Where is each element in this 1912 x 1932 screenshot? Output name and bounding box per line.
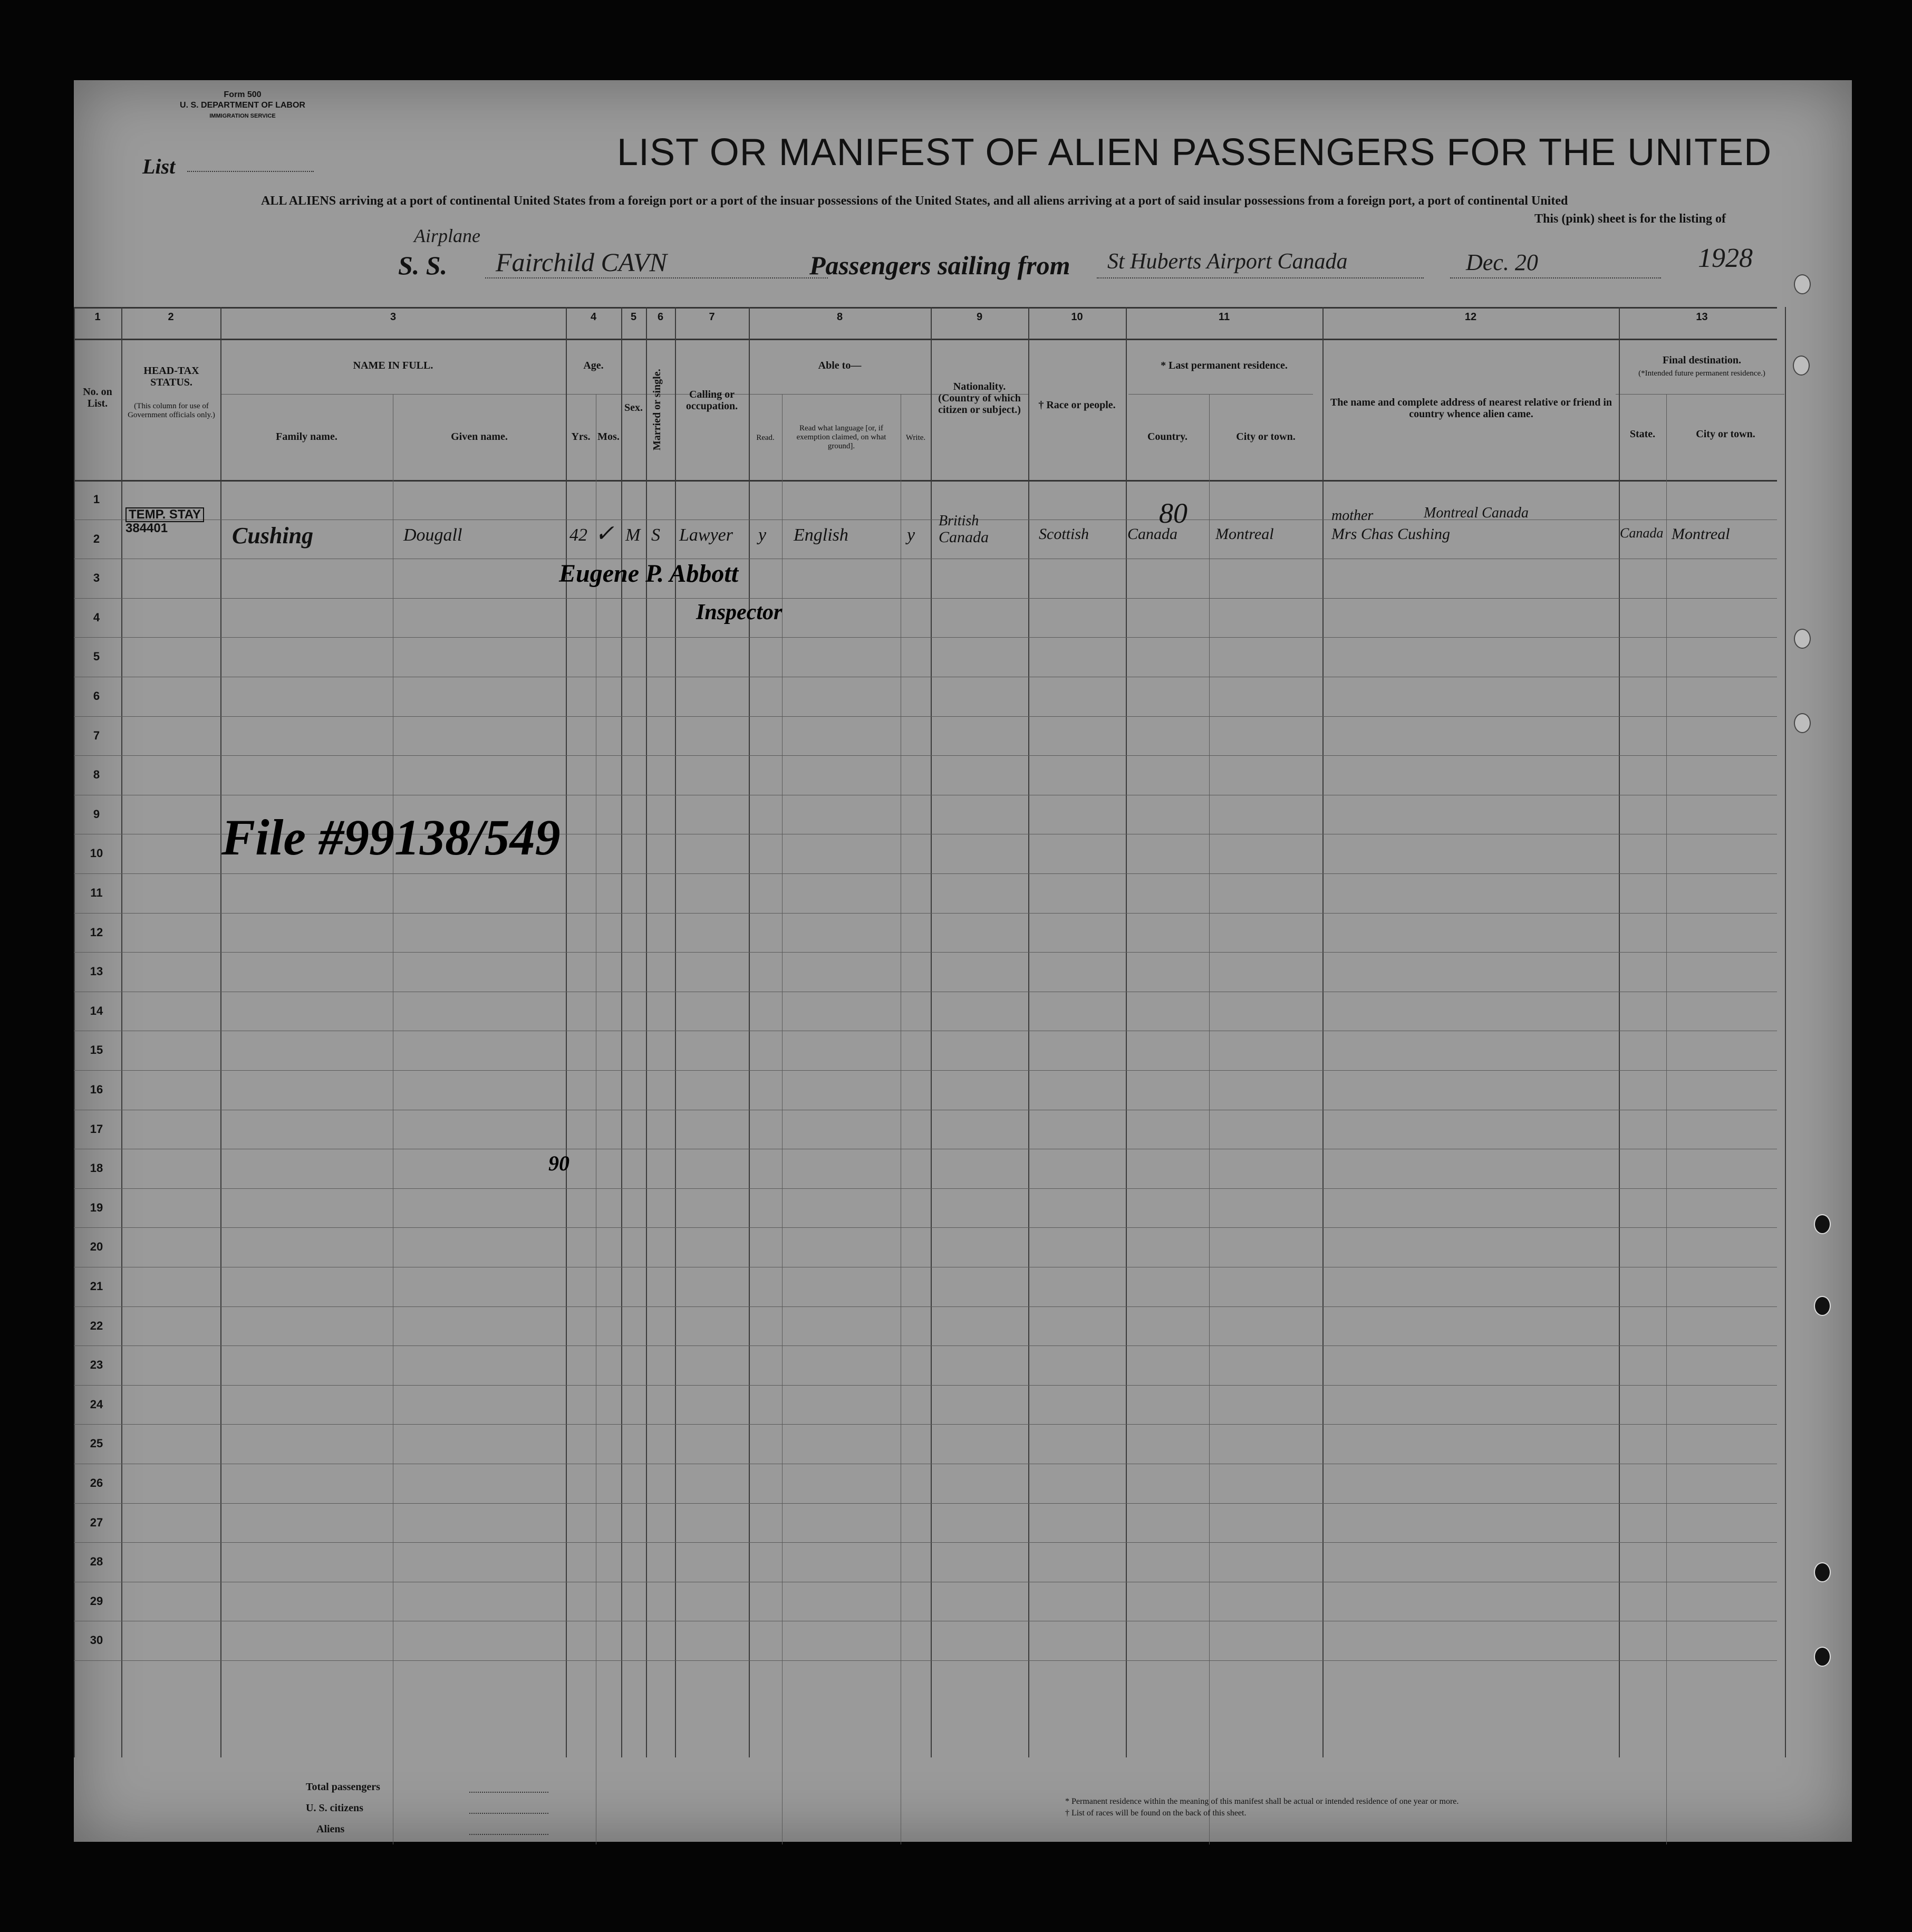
relative-line-1: mother <box>1331 507 1374 524</box>
punch-hole <box>1794 713 1811 733</box>
header-state: State. <box>1629 428 1656 440</box>
can-write: y <box>907 525 915 545</box>
row-number: 25 <box>90 1437 103 1450</box>
row-rule <box>74 598 1777 599</box>
subtitle: ALL ALIENS arriving at a port of continental United States from a foreign port or a port of the insuar possessions of the United States, and all aliens arriving at a port of said insular possessions from a foreign port, a port of continental United <box>261 194 1568 208</box>
destination-state: Canada <box>1620 525 1664 541</box>
column-number: 11 <box>1218 311 1230 323</box>
form-number: Form 500 <box>224 90 262 99</box>
header-head-tax: HEAD-TAX STATUS. <box>143 365 199 388</box>
column-number: 10 <box>1071 311 1083 323</box>
row-rule <box>74 1385 1777 1386</box>
row-rule <box>74 637 1777 638</box>
mark-90: 90 <box>548 1151 569 1175</box>
service: IMMIGRATION SERVICE <box>209 113 276 119</box>
footnote-residence: * Permanent residence within the meaning of this manifest shall be actual or intended residence of one year or more. <box>1065 1797 1459 1806</box>
punch-hole <box>1794 274 1811 294</box>
header-calling: Calling or occupation. <box>685 389 738 412</box>
rule <box>1128 394 1313 395</box>
header-city: City or town. <box>1236 431 1296 443</box>
punch-hole <box>1814 1214 1831 1234</box>
header-relative: The name and complete address of nearest relative or friend in country whence alien came. <box>1330 397 1612 420</box>
list-label: List <box>142 155 176 178</box>
header-yrs: Yrs. <box>571 431 591 443</box>
age-years: 42 <box>569 525 587 545</box>
stamp-number: 384401 <box>125 521 168 535</box>
row-rule <box>74 755 1777 756</box>
row-number: 17 <box>90 1122 103 1136</box>
header-head-tax-note: (This column for use of Government officials only.) <box>128 402 215 419</box>
vessel-name: Fairchild CAVN <box>496 247 667 277</box>
given-name: Dougall <box>403 525 462 545</box>
department: U. S. DEPARTMENT OF LABOR <box>180 101 305 110</box>
occupation: Lawyer <box>679 525 733 545</box>
row-rule <box>74 1503 1777 1504</box>
page-title: LIST OR MANIFEST OF ALIEN PASSENGERS FOR THE UNITED <box>617 131 1772 174</box>
col-line <box>1785 307 1786 1757</box>
subtitle-sheet: This (pink) sheet is for the listing of <box>1534 212 1726 226</box>
col-line <box>121 307 122 1757</box>
row-rule <box>74 1542 1777 1543</box>
punch-hole <box>1814 1562 1831 1582</box>
column-number: 1 <box>94 311 101 323</box>
header-final-note: (*Intended future permanent residence.) <box>1638 369 1765 378</box>
total-passengers-label: Total passengers <box>306 1781 380 1793</box>
header-no-on-list: No. on List. <box>83 386 112 409</box>
col-line <box>749 307 750 1757</box>
column-number: 7 <box>709 311 715 323</box>
ss-label: S. S. <box>398 251 448 280</box>
ss-annotation: Airplane <box>414 225 480 246</box>
race: Scottish <box>1039 525 1089 543</box>
column-number: 3 <box>390 311 397 323</box>
can-read: y <box>758 525 767 545</box>
col-line <box>566 307 567 1757</box>
row-number: 7 <box>93 728 100 742</box>
row-number: 30 <box>90 1633 103 1647</box>
footer <box>74 1759 1777 1843</box>
header-sex: Sex. <box>624 402 643 414</box>
header-nationality: Nationality. (Country of which citizen or subject.) <box>938 381 1021 416</box>
row-number: 4 <box>93 610 100 624</box>
vessel-line <box>485 277 828 278</box>
row-rule <box>74 716 1777 717</box>
rule <box>74 307 1777 309</box>
col-line <box>621 307 622 1757</box>
header-race: † Race or people. <box>1038 399 1116 411</box>
header-mos: Mos. <box>597 431 620 443</box>
col-line <box>1666 394 1667 1844</box>
row-number: 13 <box>90 965 103 978</box>
us-citizens-label: U. S. citizens <box>306 1802 363 1814</box>
punch-hole <box>1814 1647 1831 1667</box>
col-line <box>74 307 75 1757</box>
row-number: 15 <box>90 1043 103 1057</box>
row-rule <box>74 913 1777 914</box>
row-rule <box>74 1424 1777 1425</box>
col-line <box>1619 307 1620 1757</box>
row-number: 3 <box>93 571 100 585</box>
destination-city: Montreal <box>1672 525 1730 543</box>
header-able-to: Able to— <box>818 360 862 371</box>
row-number: 27 <box>90 1515 103 1529</box>
header-given-name: Given name. <box>451 431 508 443</box>
row-number: 1 <box>93 493 100 506</box>
row-number: 16 <box>90 1083 103 1096</box>
header-dest-city: City or town. <box>1696 428 1755 440</box>
row-number: 29 <box>90 1594 103 1608</box>
manifest-table <box>74 307 1777 1757</box>
sailing-year: 1928 <box>1698 243 1753 273</box>
file-number: File #99138/549 <box>221 809 561 866</box>
relative-address: Montreal Canada <box>1424 505 1529 521</box>
total-passengers-field <box>469 1792 548 1793</box>
row-number: 10 <box>90 847 103 860</box>
row-number: 20 <box>90 1240 103 1254</box>
row-rule <box>74 873 1777 874</box>
row-number: 14 <box>90 1004 103 1017</box>
header-final-destination: Final destination. <box>1663 354 1741 366</box>
punch-hole <box>1794 629 1811 649</box>
sailing-line <box>1097 277 1424 278</box>
row-number: 11 <box>90 886 103 899</box>
row-number: 18 <box>90 1161 103 1175</box>
col-line <box>220 307 221 1757</box>
footnote-races: † List of races will be found on the back of this sheet. <box>1065 1809 1247 1818</box>
col-line <box>1028 307 1029 1757</box>
row-rule <box>74 1070 1777 1071</box>
row-number: 6 <box>93 689 100 703</box>
date-line <box>1450 277 1661 278</box>
row-rule <box>74 1188 1777 1189</box>
relative-line-2: Mrs Chas Cushing <box>1331 525 1451 543</box>
inspector-signature: Eugene P. Abbott <box>559 560 739 588</box>
row-number: 5 <box>93 650 100 664</box>
punch-hole <box>1793 355 1810 376</box>
head-tax-stamp <box>125 507 204 535</box>
row-number: 12 <box>90 925 103 939</box>
aliens-field <box>469 1834 548 1835</box>
column-number: 8 <box>836 311 843 323</box>
column-number: 12 <box>1464 311 1477 323</box>
rule <box>1616 394 1784 395</box>
col-line <box>931 307 932 1757</box>
residence-country: Canada <box>1127 525 1178 543</box>
header-write: Write. <box>905 434 926 442</box>
column-number: 13 <box>1696 311 1708 323</box>
row-number: 21 <box>90 1280 103 1293</box>
row-number: 22 <box>90 1319 103 1332</box>
inspector-title: Inspector <box>696 600 783 624</box>
form-meta <box>142 90 343 121</box>
row-number: 24 <box>90 1397 103 1411</box>
age-check: ✓ <box>595 521 614 546</box>
row-rule <box>74 952 1777 953</box>
row-number: 2 <box>93 532 100 545</box>
row-number: 9 <box>93 807 100 821</box>
sailing-label: Passengers sailing from <box>809 251 1070 280</box>
col-line <box>675 307 676 1757</box>
read-language: English <box>794 525 848 545</box>
rule <box>74 339 1777 340</box>
col-line <box>1322 307 1324 1757</box>
column-number: 6 <box>657 311 664 323</box>
stamp-label: TEMP. STAY <box>125 507 204 522</box>
header-read: Read. <box>756 434 775 442</box>
header-family-name: Family name. <box>276 431 337 443</box>
nationality-2: Canada <box>939 528 989 546</box>
row-rule <box>74 1306 1777 1307</box>
row-rule <box>74 1660 1777 1661</box>
rule <box>74 480 1777 482</box>
row-rule <box>74 1227 1777 1228</box>
header-country: Country. <box>1147 431 1188 443</box>
column-number: 4 <box>590 311 597 323</box>
col-line <box>646 307 647 1757</box>
marital-status: S <box>651 525 660 545</box>
header-married: Married or single. <box>651 369 663 451</box>
row-number: 19 <box>90 1200 103 1214</box>
sailing-from: St Huberts Airport Canada <box>1107 249 1348 274</box>
header-name-in-full: NAME IN FULL. <box>353 360 433 371</box>
header-read-lang: Read what language [or, if exemption claimed, on what ground]. <box>796 424 886 450</box>
column-number: 9 <box>976 311 983 323</box>
row-rule <box>74 1345 1777 1346</box>
header-last-residence: * Last permanent residence. <box>1161 360 1288 371</box>
header-age: Age. <box>583 360 604 371</box>
column-number: 2 <box>168 311 174 323</box>
column-number: 5 <box>630 311 637 323</box>
sex: M <box>625 525 641 545</box>
ship-row <box>116 225 1851 282</box>
col-line <box>1209 394 1210 1844</box>
row-number: 26 <box>90 1476 103 1489</box>
row-number: 23 <box>90 1358 103 1372</box>
family-name: Cushing <box>232 523 314 549</box>
col-line <box>1126 307 1127 1757</box>
row-number: 28 <box>90 1555 103 1569</box>
aliens-label: Aliens <box>316 1823 345 1835</box>
punch-hole <box>1814 1296 1831 1316</box>
sailing-date: Dec. 20 <box>1466 249 1538 275</box>
nationality-1: British <box>939 513 979 529</box>
us-citizens-field <box>469 1813 548 1814</box>
row-number: 8 <box>93 768 100 782</box>
list-line <box>187 171 314 172</box>
residence-city: Montreal <box>1215 525 1274 543</box>
residence-mark: 80 <box>1159 497 1187 529</box>
